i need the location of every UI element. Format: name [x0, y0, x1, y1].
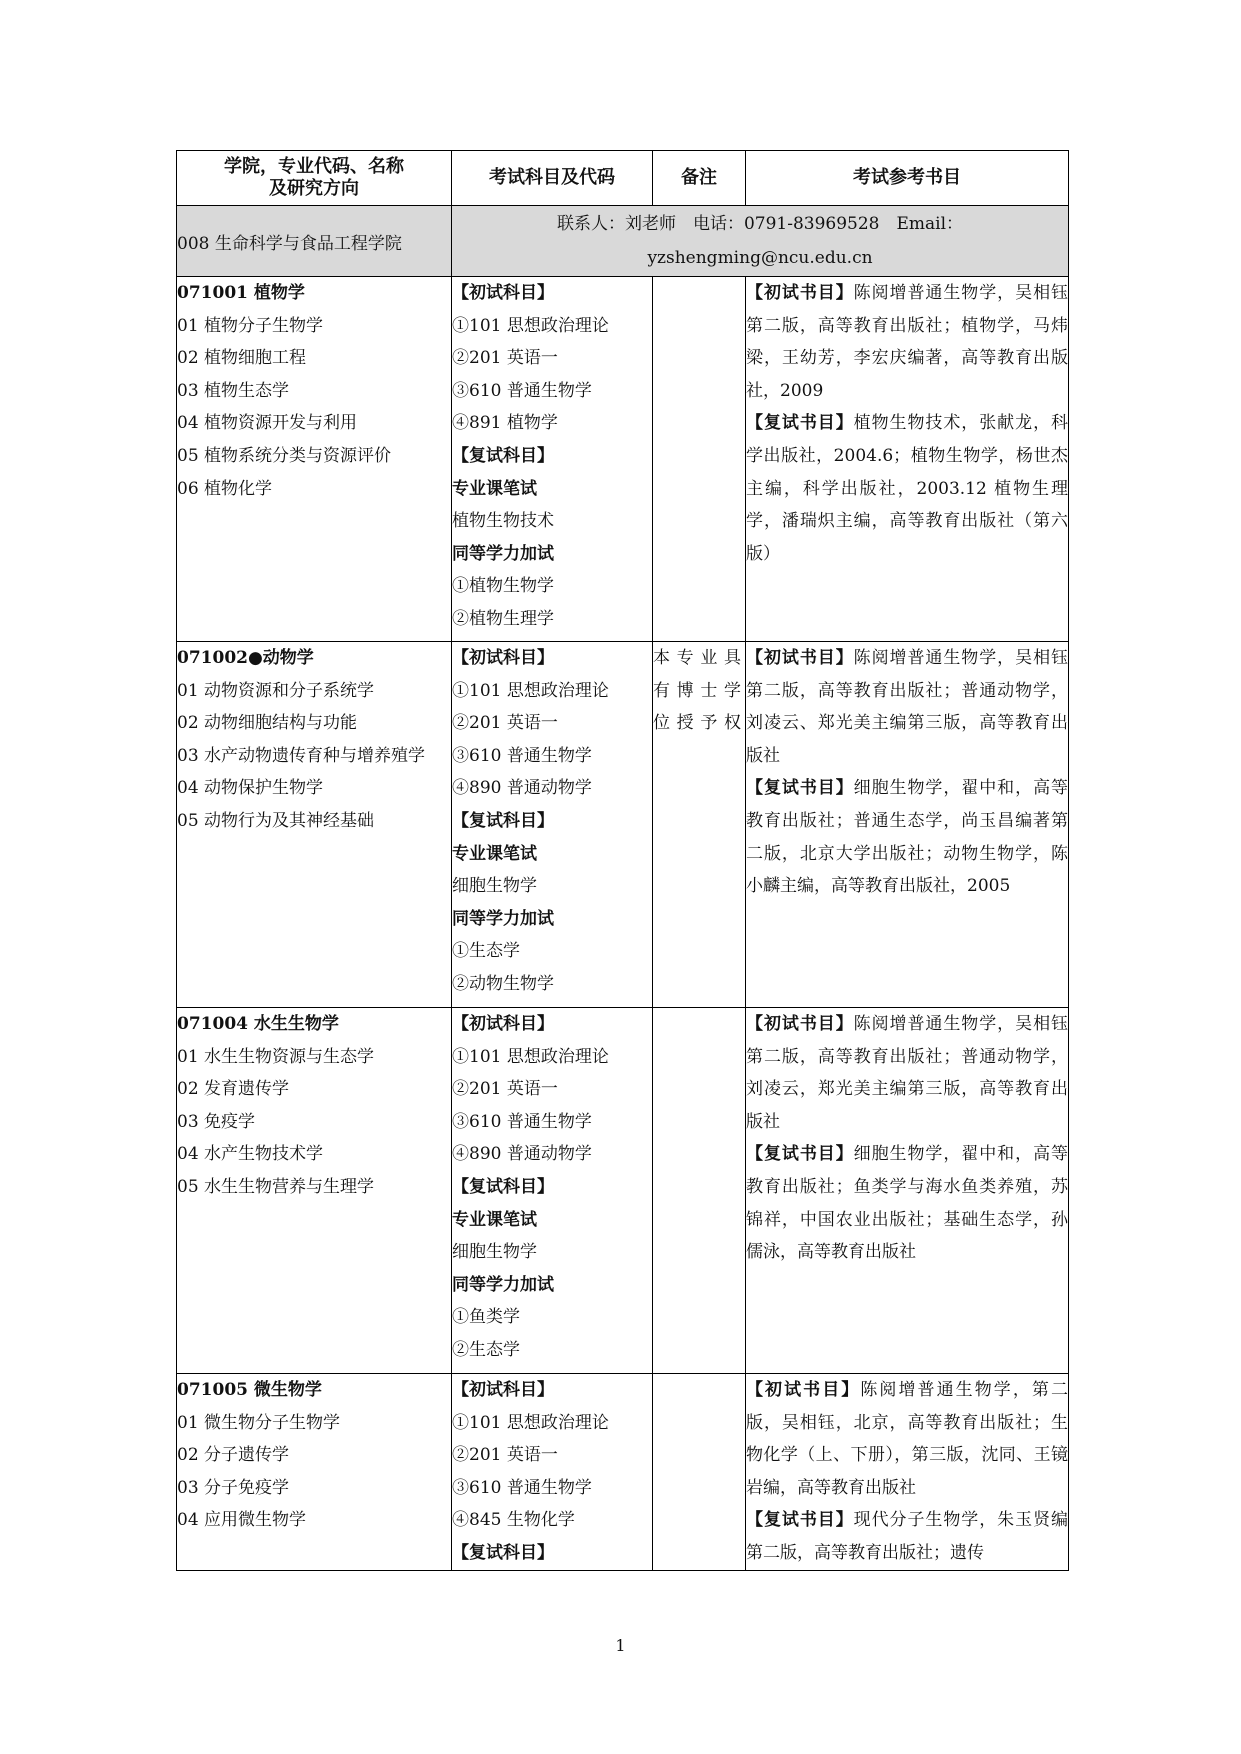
initial-exam-subject: ②201 英语一 [452, 713, 558, 734]
reference-books-cell [746, 1008, 1069, 1374]
initial-exam-subject: ②201 英语一 [452, 1445, 558, 1466]
college-name: 008 生命科学与食品工程学院 [177, 206, 452, 277]
research-direction: 05 植物系统分类与资源评价 [177, 445, 392, 466]
equivalent-exam-subject: ②植物生理学 [452, 608, 554, 629]
research-direction: 02 发育遗传学 [177, 1079, 290, 1100]
retest-books-text: 植物生物技术，张献龙，科学出版社，2004.6；植物生物学，杨世杰主编，科学出版社，2003.12 植物生理学，潘瑞炽主编，高等教育出版社（第六版） [746, 413, 1069, 564]
major-title: 071004 水生生物学 [177, 1014, 339, 1034]
initial-exam-subject: ④845 生物化学 [452, 1510, 575, 1531]
initial-exam-label: 【初试科目】 [452, 283, 554, 303]
major-cell [177, 642, 452, 1008]
header-note: 备注 [653, 151, 746, 206]
written-exam-subject: 细胞生物学 [452, 1242, 537, 1263]
major-title: 071001 植物学 [177, 283, 305, 303]
note-cell [653, 1374, 746, 1571]
written-exam-subject: 细胞生物学 [452, 876, 537, 897]
exam-subjects-cell [452, 642, 653, 1008]
initial-exam-subject: ④891 植物学 [452, 413, 558, 434]
note-cell: 本专业具有博士学位授予权 [653, 642, 746, 1008]
initial-exam-subject: ②201 英语一 [452, 348, 558, 369]
header-reference-books: 考试参考书目 [746, 151, 1069, 206]
note-cell [653, 277, 746, 642]
contact-line1: 联系人：刘老师 电话：0791-83969528 Email： [556, 214, 964, 234]
retest-books-label: 【复试书目】 [746, 413, 854, 434]
research-direction: 06 植物化学 [177, 478, 273, 499]
research-direction: 04 动物保护生物学 [177, 778, 324, 799]
initial-exam-subject: ③610 普通生物学 [452, 1111, 592, 1132]
retest-books-label: 【复试书目】 [746, 778, 854, 799]
written-exam-label: 专业课笔试 [452, 843, 537, 864]
initial-books-text: 陈阅增普通生物学，第二版，吴相钰，北京，高等教育出版社；生物化学（上、下册），第三版，沈同、王镜岩编，高等教育出版社 [746, 1380, 1068, 1498]
initial-books-label: 【初试书目】 [746, 1380, 861, 1400]
retest-books-text: 细胞生物学，翟中和，高等教育出版社；鱼类学与海水鱼类养殖，苏锦祥，中国农业出版社；基础生态学，孙儒泳，高等教育出版社 [746, 1144, 1069, 1263]
initial-books-label: 【初试书目】 [746, 1014, 854, 1034]
equivalent-exam-label: 同等学力加试 [452, 908, 554, 929]
research-direction: 02 植物细胞工程 [177, 348, 307, 369]
research-direction: 01 水生生物资源与生态学 [177, 1046, 375, 1067]
major-cell [177, 277, 452, 642]
reference-books-cell [746, 1374, 1069, 1571]
initial-exam-label: 【初试科目】 [452, 648, 554, 668]
page-number: 1 [615, 1636, 626, 1655]
written-exam-subject: 植物生物技术 [452, 511, 554, 532]
exam-subjects-cell [452, 277, 653, 642]
major-title: 071002●动物学 [177, 648, 314, 668]
table-header-row [177, 151, 1069, 206]
research-direction: 02 动物细胞结构与功能 [177, 713, 358, 734]
initial-exam-subject: ①101 思想政治理论 [452, 315, 609, 336]
major-row [177, 1008, 1069, 1374]
equivalent-exam-subject: ②动物生物学 [452, 973, 554, 994]
retest-exam-label: 【复试科目】 [452, 810, 554, 831]
equivalent-exam-label: 同等学力加试 [452, 1274, 554, 1295]
initial-exam-subject: ②201 英语一 [452, 1079, 558, 1100]
retest-exam-label: 【复试科目】 [452, 445, 554, 466]
initial-exam-subject: ③610 普通生物学 [452, 745, 592, 766]
retest-exam-label: 【复试科目】 [452, 1176, 554, 1197]
initial-exam-label: 【初试科目】 [452, 1380, 554, 1400]
research-direction: 05 水生生物营养与生理学 [177, 1176, 375, 1197]
initial-books-label: 【初试书目】 [746, 648, 854, 668]
equivalent-exam-subject: ①生态学 [452, 941, 520, 962]
retest-books-text: 细胞生物学，翟中和，高等教育出版社；普通生态学，尚玉昌编著第二版，北京大学出版社；动物生物学，陈小麟主编，高等教育出版社，2005 [746, 778, 1069, 897]
retest-books-label: 【复试书目】 [746, 1144, 854, 1165]
research-direction: 01 动物资源和分子系统学 [177, 680, 375, 701]
major-row [177, 1374, 1069, 1571]
initial-exam-subject: ①101 思想政治理论 [452, 1046, 609, 1067]
header-col1-line2: 及研究方向 [269, 178, 359, 199]
retest-books-label: 【复试书目】 [746, 1510, 854, 1531]
major-row [177, 642, 1069, 1008]
research-direction: 05 动物行为及其神经基础 [177, 810, 375, 831]
equivalent-exam-subject: ②生态学 [452, 1339, 520, 1360]
initial-exam-subject: ①101 思想政治理论 [452, 1412, 609, 1433]
retest-books-text: 现代分子生物学，朱玉贤编第二版，高等教育出版社；遗传 [746, 1510, 1069, 1563]
written-exam-label: 专业课笔试 [452, 1209, 537, 1230]
contact-email: yzshengming@ncu.edu.cn [647, 248, 873, 268]
research-direction: 01 植物分子生物学 [177, 315, 324, 336]
initial-books-text: 陈阅增普通生物学，吴相钰第二版，高等教育出版社；植物学，马炜梁，王幼芳，李宏庆编著，高等教育出版社，2009 [746, 283, 1069, 401]
equivalent-exam-subject: ①鱼类学 [452, 1307, 520, 1328]
research-direction: 03 植物生态学 [177, 380, 290, 401]
note-cell [653, 1008, 746, 1374]
research-direction: 01 微生物分子生物学 [177, 1412, 341, 1433]
reference-books-cell [746, 642, 1069, 1008]
initial-books-text: 陈阅增普通生物学，吴相钰第二版，高等教育出版社；普通动物学，刘凌云，郑光美主编第三版，高等教育出版社 [746, 1014, 1069, 1132]
initial-exam-subject: ③610 普通生物学 [452, 380, 592, 401]
equivalent-exam-label: 同等学力加试 [452, 543, 554, 564]
major-cell [177, 1008, 452, 1374]
college-contact [452, 206, 1069, 277]
research-direction: 04 水产生物技术学 [177, 1144, 324, 1165]
admissions-table [176, 150, 1069, 1571]
reference-books-cell [746, 277, 1069, 642]
header-college-major [177, 151, 452, 206]
initial-exam-subject: ③610 普通生物学 [452, 1477, 592, 1498]
written-exam-label: 专业课笔试 [452, 478, 537, 499]
equivalent-exam-subject: ①植物生物学 [452, 576, 554, 597]
major-row [177, 277, 1069, 642]
research-direction: 03 分子免疫学 [177, 1477, 290, 1498]
exam-subjects-cell [452, 1008, 653, 1374]
research-direction: 02 分子遗传学 [177, 1445, 290, 1466]
research-direction: 04 植物资源开发与利用 [177, 413, 358, 434]
major-cell [177, 1374, 452, 1571]
retest-exam-label: 【复试科目】 [452, 1542, 554, 1563]
initial-books-text: 陈阅增普通生物学，吴相钰第二版，高等教育出版社；普通动物学，刘凌云、郑光美主编第三版，高等教育出版社 [746, 648, 1069, 766]
exam-subjects-cell [452, 1374, 653, 1571]
initial-exam-subject: ①101 思想政治理论 [452, 680, 609, 701]
research-direction: 03 免疫学 [177, 1111, 256, 1132]
initial-exam-subject: ④890 普通动物学 [452, 778, 592, 799]
college-row [177, 206, 1069, 277]
research-direction: 03 水产动物遗传育种与增养殖学 [177, 745, 426, 766]
research-direction: 04 应用微生物学 [177, 1510, 307, 1531]
header-exam-subjects: 考试科目及代码 [452, 151, 653, 206]
initial-exam-subject: ④890 普通动物学 [452, 1144, 592, 1165]
initial-books-label: 【初试书目】 [746, 283, 854, 303]
major-title: 071005 微生物学 [177, 1380, 322, 1400]
initial-exam-label: 【初试科目】 [452, 1014, 554, 1034]
header-col1-line1: 学院，专业代码、名称 [224, 156, 404, 177]
